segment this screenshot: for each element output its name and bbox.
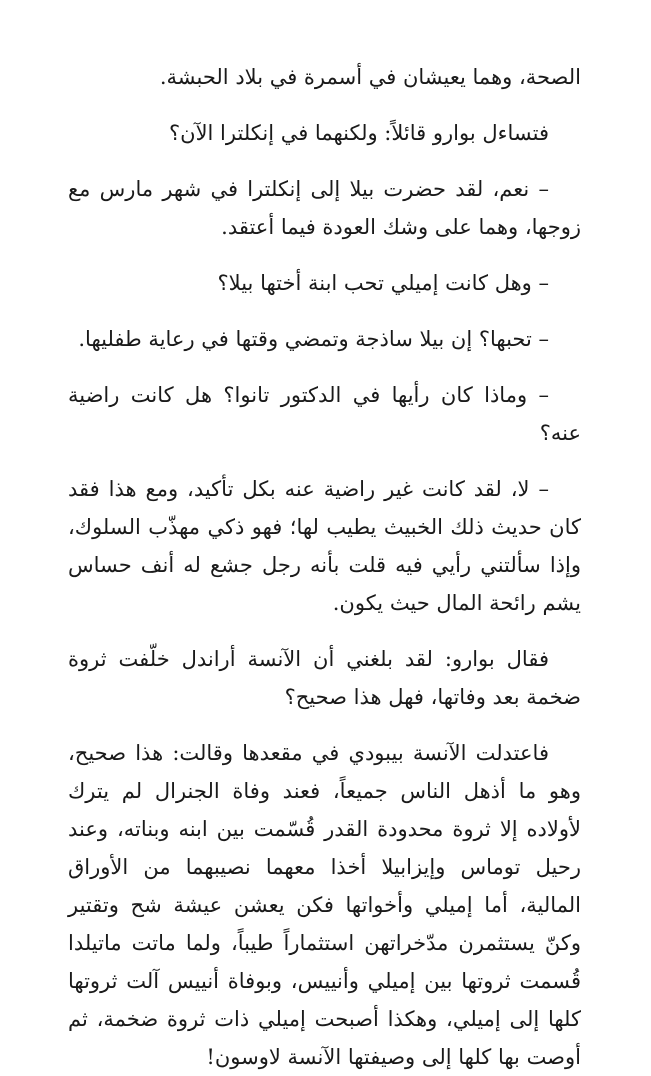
paragraph-5: – تحبها؟ إن بيلا ساذجة وتمضي وقتها في رعاية طفليها. — [78, 327, 549, 351]
paragraph-9: فاعتدلت الآنسة بيبودي في مقعدها وقالت: هذا صحيح، وهو ما أذهل الناس جميعاً، فعند وفاة الجنرال لم يترك لأولاده إلا ثروة محدودة القدر قُسّمت بين ابنه وبناته، وعند رحيل توماس وإيزابيلا أخذا معهما نصيبهما من الأوراق المالية، أما إميلي وأخواتها فكن يعشن عيشة شح وتقتير وكنّ يستثمرن مدّخراتهن استثماراً طيباً، ولما ماتت ماتيلدا قُسمت ثروتها بين إميلي وأنييس، وبوفاة أنييس آلت ثروتها كلها إلى إميلي، وهكذا أصبحت إميلي ذات ثروة ضخمة، ثم أوصت بها كلها إلى وصيفتها الآنسة لاوسون! — [68, 741, 581, 1069]
paragraph-7: – لا، لقد كانت غير راضية عنه بكل تأكيد، ومع هذا فقد كان حديث ذلك الخبيث يطيب لها؛ فهو ذكي مهذّب السلوك، وإذا سألتني رأيي فيه قلت بأنه رجل جشع له أنف حساس يشم رائحة المال حيث يكون. — [68, 477, 581, 615]
paragraph-1: الصحة، وهما يعيشان في أسمرة في بلاد الحبشة. — [159, 65, 581, 89]
paragraph-3: – نعم، لقد حضرت بيلا إلى إنكلترا في شهر مارس مع زوجها، وهما على وشك العودة فيما أعتقد. — [68, 177, 581, 239]
paragraph-4: – وهل كانت إميلي تحب ابنة أختها بيلا؟ — [217, 271, 549, 295]
paragraph-8: فقال بوارو: لقد بلغني أن الآنسة أراندل خلّفت ثروة ضخمة بعد وفاتها، فهل هذا صحيح؟ — [68, 647, 581, 709]
paragraph-2: فتساءل بوارو قائلاً: ولكنهما في إنكلترا الآن؟ — [169, 121, 549, 145]
paragraph-6: – وماذا كان رأيها في الدكتور تانوا؟ هل كانت راضية عنه؟ — [68, 383, 581, 445]
